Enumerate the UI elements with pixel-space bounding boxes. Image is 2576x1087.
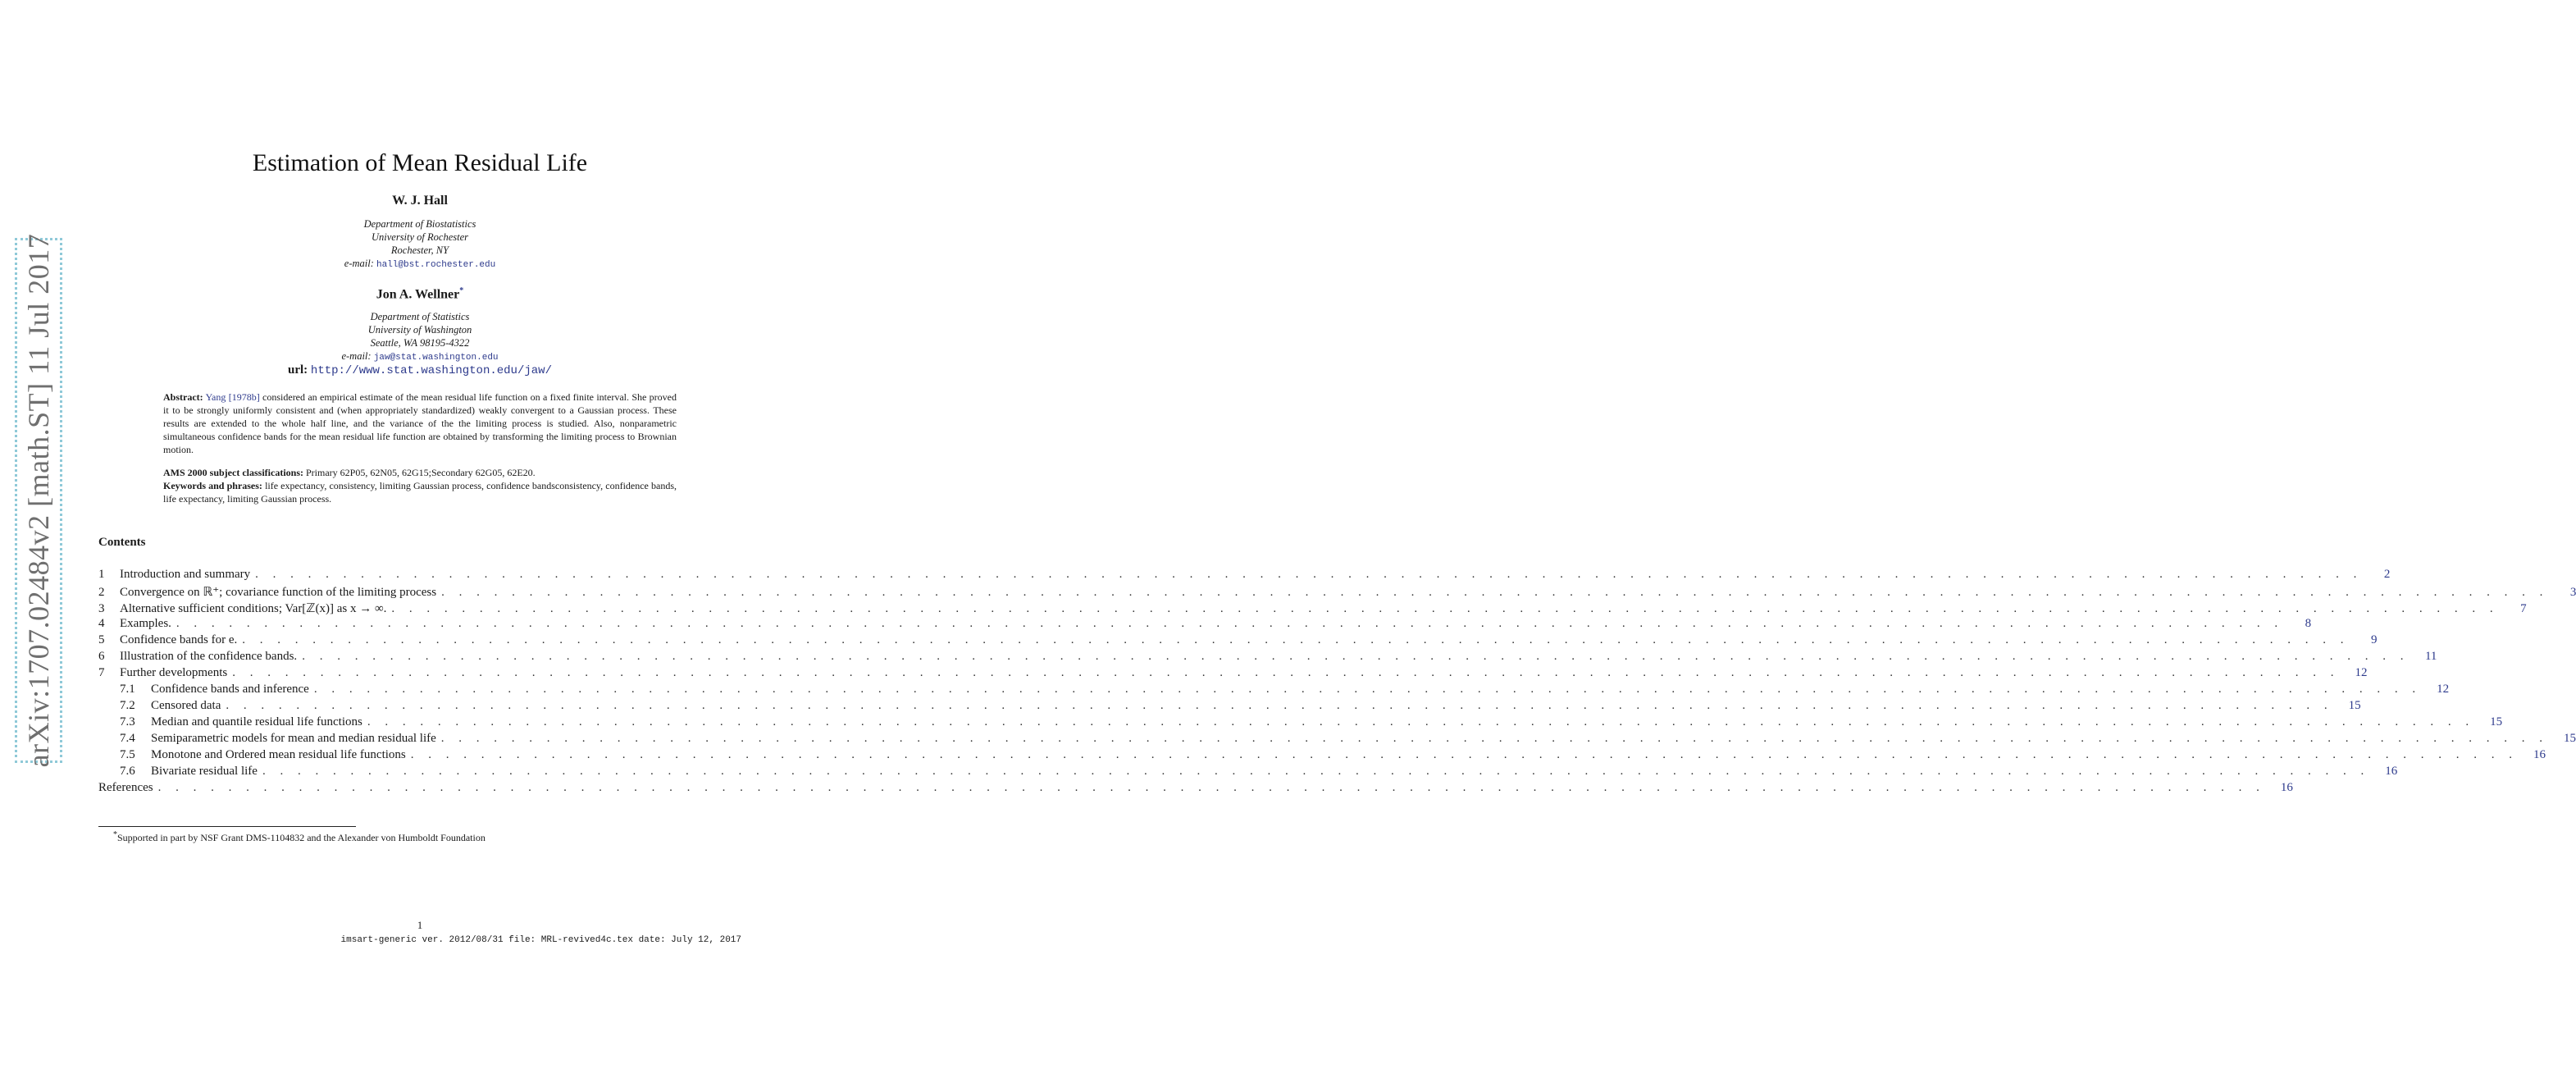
toc-entry-number: 4: [98, 617, 105, 630]
toc-entry-title: Alternative sufficient conditions; Var[ℤ(x)] as x → ∞.: [120, 602, 387, 615]
toc-entry-number: 7.4: [120, 732, 135, 745]
contents-heading: Contents: [98, 536, 146, 549]
toc-page-link[interactable]: 8: [2305, 617, 2312, 630]
email-link[interactable]: jaw@stat.washington.edu: [373, 353, 499, 363]
footnote-rule: [98, 826, 356, 827]
author-name-text: Jon A. Wellner: [376, 287, 460, 302]
affiliation-dept: Department of Statistics: [370, 311, 470, 322]
toc-leader-dots: . . . . . . . . . . . . . . . . . . . . . . . . . . . . . . . . . . . . . . . . . . . . . . . . . . . . . . . . . . . . . . . . . . . . . . . . . . . . . . . . . . . . . . . . . . . . . . . . . . . . . . . . . . . . . . . . . . . . . . . .: [176, 617, 2284, 630]
toc-leader-dots: . . . . . . . . . . . . . . . . . . . . . . . . . . . . . . . . . . . . . . . . . . . . . . . . . . . . . . . . . . . . . . . . . . . . . . . . . . . . . . . . . . . . . . . . . . . . . . . . . . . . . . . . . . . . . . . . . . . . . . . .: [262, 765, 2370, 778]
toc-entry-number: 7.6: [120, 765, 135, 778]
keywords-line: [163, 479, 677, 505]
ams-line: [163, 466, 677, 479]
abstract-label: Abstract:: [163, 391, 203, 403]
classifications: [163, 466, 677, 505]
toc-entry-title: Examples.: [120, 617, 171, 630]
toc-entry-number: 7.5: [120, 748, 135, 761]
toc-entry[interactable]: [98, 584, 2576, 601]
author-affiliation: [0, 310, 840, 364]
affiliation-university: University of Rochester: [371, 231, 469, 243]
paper-title: Estimation of Mean Residual Life: [252, 149, 588, 176]
toc-entry-title: Confidence bands and inference: [151, 683, 309, 696]
author-name: [0, 194, 840, 208]
toc-entry-title: Monotone and Ordered mean residual life functions: [151, 748, 406, 761]
affiliation-location: Rochester, NY: [390, 244, 449, 256]
arxiv-stamp: arXiv:1707.02484v2 [math.ST] 11 Jul 2017: [15, 238, 62, 763]
abstract-text: considered an empirical estimate of the mean residual life function on a fixed finite interval. She proved it to be strongly uniformly consistent and (when appropriately standardized) weakly convergent to a Gaussian process. These results are extended to the whole half line, and the variance of the the limiting process is studied. Also, nonparametric simultaneous confidence bands for the mean residual life function are obtained by transforming the limiting process to Brownian motion.: [163, 391, 677, 455]
ams-text: Primary 62P05, 62N05, 62G15;Secondary 62G05, 62E20.: [306, 467, 536, 478]
toc-leader-dots: . . . . . . . . . . . . . . . . . . . . . . . . . . . . . . . . . . . . . . . . . . . . . . . . . . . . . . . . . . . . . . . . . . . . . . . . . . . . . . . . . . . . . . . . . . . . . . . . . . . . . . . . . . . . . . . . . . . . . . . .: [391, 602, 2499, 615]
toc-page-link[interactable]: 15: [2348, 699, 2361, 712]
toc-entry-number: 1: [98, 568, 105, 581]
toc-entry-number: 5: [98, 633, 105, 646]
ams-label: AMS 2000 subject classifications:: [163, 467, 303, 478]
toc-page-link[interactable]: 9: [2371, 633, 2378, 646]
toc-leader-dots: . . . . . . . . . . . . . . . . . . . . . . . . . . . . . . . . . . . . . . . . . . . . . . . . . . . . . . . . . . . . . . . . . . . . . . . . . . . . . . . . . . . . . . . . . . . . . . . . . . . . . . . . . . . . . . . . . . . . . . . .: [440, 732, 2549, 745]
toc-page-link[interactable]: 16: [2280, 781, 2293, 794]
email-link[interactable]: hall@bst.rochester.edu: [376, 260, 496, 270]
toc-leader-dots: . . . . . . . . . . . . . . . . . . . . . . . . . . . . . . . . . . . . . . . . . . . . . . . . . . . . . . . . . . . . . . . . . . . . . . . . . . . . . . . . . . . . . . . . . . . . . . . . . . . . . . . . . . . . . . . . . . . . . . . .: [255, 568, 2363, 581]
toc-page-link[interactable]: 2: [2383, 568, 2391, 581]
toc-leader-dots: . . . . . . . . . . . . . . . . . . . . . . . . . . . . . . . . . . . . . . . . . . . . . . . . . . . . . . . . . . . . . . . . . . . . . . . . . . . . . . . . . . . . . . . . . . . . . . . . . . . . . . . . . . . . . . . . . . . . . . . .: [157, 781, 2265, 794]
toc-entry[interactable]: [98, 666, 2368, 683]
toc-entry[interactable]: [98, 715, 2503, 732]
citation-link[interactable]: Yang [1978b]: [205, 391, 260, 403]
toc-leader-dots: . . . . . . . . . . . . . . . . . . . . . . . . . . . . . . . . . . . . . . . . . . . . . . . . . . . . . . . . . . . . . . . . . . . . . . . . . . . . . . . . . . . . . . . . . . . . . . . . . . . . . . . . . . . . . . . . . . . . . . . .: [441, 586, 2549, 599]
toc-entry[interactable]: [98, 732, 2576, 748]
toc-page-link[interactable]: 15: [2490, 715, 2503, 728]
url-link[interactable]: http://www.stat.washington.edu/jaw/: [310, 364, 552, 377]
toc-entry-number: 7.3: [120, 715, 135, 728]
toc-entry-number: 2: [98, 586, 105, 599]
toc-leader-dots: . . . . . . . . . . . . . . . . . . . . . . . . . . . . . . . . . . . . . . . . . . . . . . . . . . . . . . . . . . . . . . . . . . . . . . . . . . . . . . . . . . . . . . . . . . . . . . . . . . . . . . . . . . . . . . . . . . . . . . . .: [367, 715, 2475, 728]
toc-entry[interactable]: [98, 765, 2398, 781]
toc-entry-title: Bivariate residual life: [151, 765, 258, 778]
toc-page-link[interactable]: 16: [2533, 748, 2546, 761]
toc-leader-dots: . . . . . . . . . . . . . . . . . . . . . . . . . . . . . . . . . . . . . . . . . . . . . . . . . . . . . . . . . . . . . . . . . . . . . . . . . . . . . . . . . . . . . . . . . . . . . . . . . . . . . . . . . . . . . . . . . . . . . . . .: [410, 748, 2518, 761]
toc-leader-dots: . . . . . . . . . . . . . . . . . . . . . . . . . . . . . . . . . . . . . . . . . . . . . . . . . . . . . . . . . . . . . . . . . . . . . . . . . . . . . . . . . . . . . . . . . . . . . . . . . . . . . . . . . . . . . . . . . . . . . . . .: [242, 633, 2350, 646]
toc-entry-title: Median and quantile residual life functions: [151, 715, 362, 728]
toc-leader-dots: . . . . . . . . . . . . . . . . . . . . . . . . . . . . . . . . . . . . . . . . . . . . . . . . . . . . . . . . . . . . . . . . . . . . . . . . . . . . . . . . . . . . . . . . . . . . . . . . . . . . . . . . . . . . . . . . . . . . . . . .: [232, 666, 2340, 679]
toc-entry-title: Confidence bands for e.: [120, 633, 238, 646]
imsart-footer: imsart-generic ver. 2012/08/31 file: MRL-revived4c.tex date: July 12, 2017: [340, 935, 741, 945]
toc-page-link[interactable]: 16: [2385, 765, 2398, 778]
toc-entry-number: 7.1: [120, 683, 135, 696]
toc-leader-dots: . . . . . . . . . . . . . . . . . . . . . . . . . . . . . . . . . . . . . . . . . . . . . . . . . . . . . . . . . . . . . . . . . . . . . . . . . . . . . . . . . . . . . . . . . . . . . . . . . . . . . . . . . . . . . . . . . . . . . . . .: [302, 650, 2410, 663]
keywords-text: life expectancy, consistency, limiting Gaussian process, confidence bandsconsistency, confidence bands, life expectancy, limiting Gaussian process.: [163, 480, 677, 505]
toc-entry-number: 6: [98, 650, 105, 663]
toc-entry-number: 7: [98, 666, 105, 679]
toc-entry-title: Illustration of the confidence bands.: [120, 650, 298, 663]
keywords-label: Keywords and phrases:: [163, 480, 262, 491]
toc-page-link[interactable]: 12: [2437, 683, 2450, 696]
author-name: [0, 286, 840, 302]
toc-entry[interactable]: [98, 633, 2378, 650]
toc-entry-title: Censored data: [151, 699, 221, 712]
toc-entry[interactable]: [98, 699, 2361, 715]
toc-entry[interactable]: [98, 781, 2293, 797]
footnote: [113, 830, 486, 844]
abstract: [163, 390, 677, 456]
footnote-text: Supported in part by NSF Grant DMS-1104832 and the Alexander von Humboldt Foundation: [117, 832, 486, 843]
toc-entry[interactable]: [98, 568, 2391, 584]
author-affiliation: [0, 217, 840, 272]
url-label: url:: [288, 363, 308, 377]
toc-entry-number: 3: [98, 602, 105, 615]
page-number: 1: [417, 919, 423, 931]
toc-entry[interactable]: [98, 683, 2450, 699]
url-line: [0, 363, 840, 377]
footnote-mark: *: [113, 830, 117, 839]
toc-entry[interactable]: [98, 748, 2546, 765]
toc-entry-title: References: [98, 781, 153, 794]
table-of-contents: [98, 568, 2576, 797]
footnote-mark[interactable]: *: [459, 286, 464, 295]
affiliation-dept: Department of Biostatistics: [363, 218, 476, 230]
toc-page-link[interactable]: 7: [2520, 602, 2527, 615]
email-line: [0, 349, 840, 364]
toc-entry[interactable]: [98, 617, 2312, 633]
email-line: [0, 257, 840, 272]
toc-leader-dots: . . . . . . . . . . . . . . . . . . . . . . . . . . . . . . . . . . . . . . . . . . . . . . . . . . . . . . . . . . . . . . . . . . . . . . . . . . . . . . . . . . . . . . . . . . . . . . . . . . . . . . . . . . . . . . . . . . . . . . . .: [313, 683, 2422, 696]
toc-page-link[interactable]: 3: [2569, 586, 2576, 599]
toc-entry-number: 7.2: [120, 699, 135, 712]
author-name-text: W. J. Hall: [392, 194, 448, 208]
toc-entry[interactable]: [98, 601, 2527, 617]
toc-entry-title: Further developments: [120, 666, 228, 679]
toc-entry-title: Semiparametric models for mean and median residual life: [151, 732, 436, 745]
toc-entry-title: Convergence on ℝ⁺; covariance function of the limiting process: [120, 586, 437, 599]
toc-page-link[interactable]: 11: [2424, 650, 2437, 663]
toc-entry-title: Introduction and summary: [120, 568, 251, 581]
affiliation-university: University of Washington: [367, 324, 472, 336]
toc-page-link[interactable]: 12: [2355, 666, 2368, 679]
email-label: e-mail:: [344, 258, 374, 269]
email-label: e-mail:: [341, 350, 372, 362]
toc-page-link[interactable]: 15: [2564, 732, 2576, 745]
toc-leader-dots: . . . . . . . . . . . . . . . . . . . . . . . . . . . . . . . . . . . . . . . . . . . . . . . . . . . . . . . . . . . . . . . . . . . . . . . . . . . . . . . . . . . . . . . . . . . . . . . . . . . . . . . . . . . . . . . . . . . . . . . .: [226, 699, 2333, 712]
toc-entry[interactable]: [98, 650, 2437, 666]
affiliation-location: Seattle, WA 98195-4322: [370, 337, 470, 349]
